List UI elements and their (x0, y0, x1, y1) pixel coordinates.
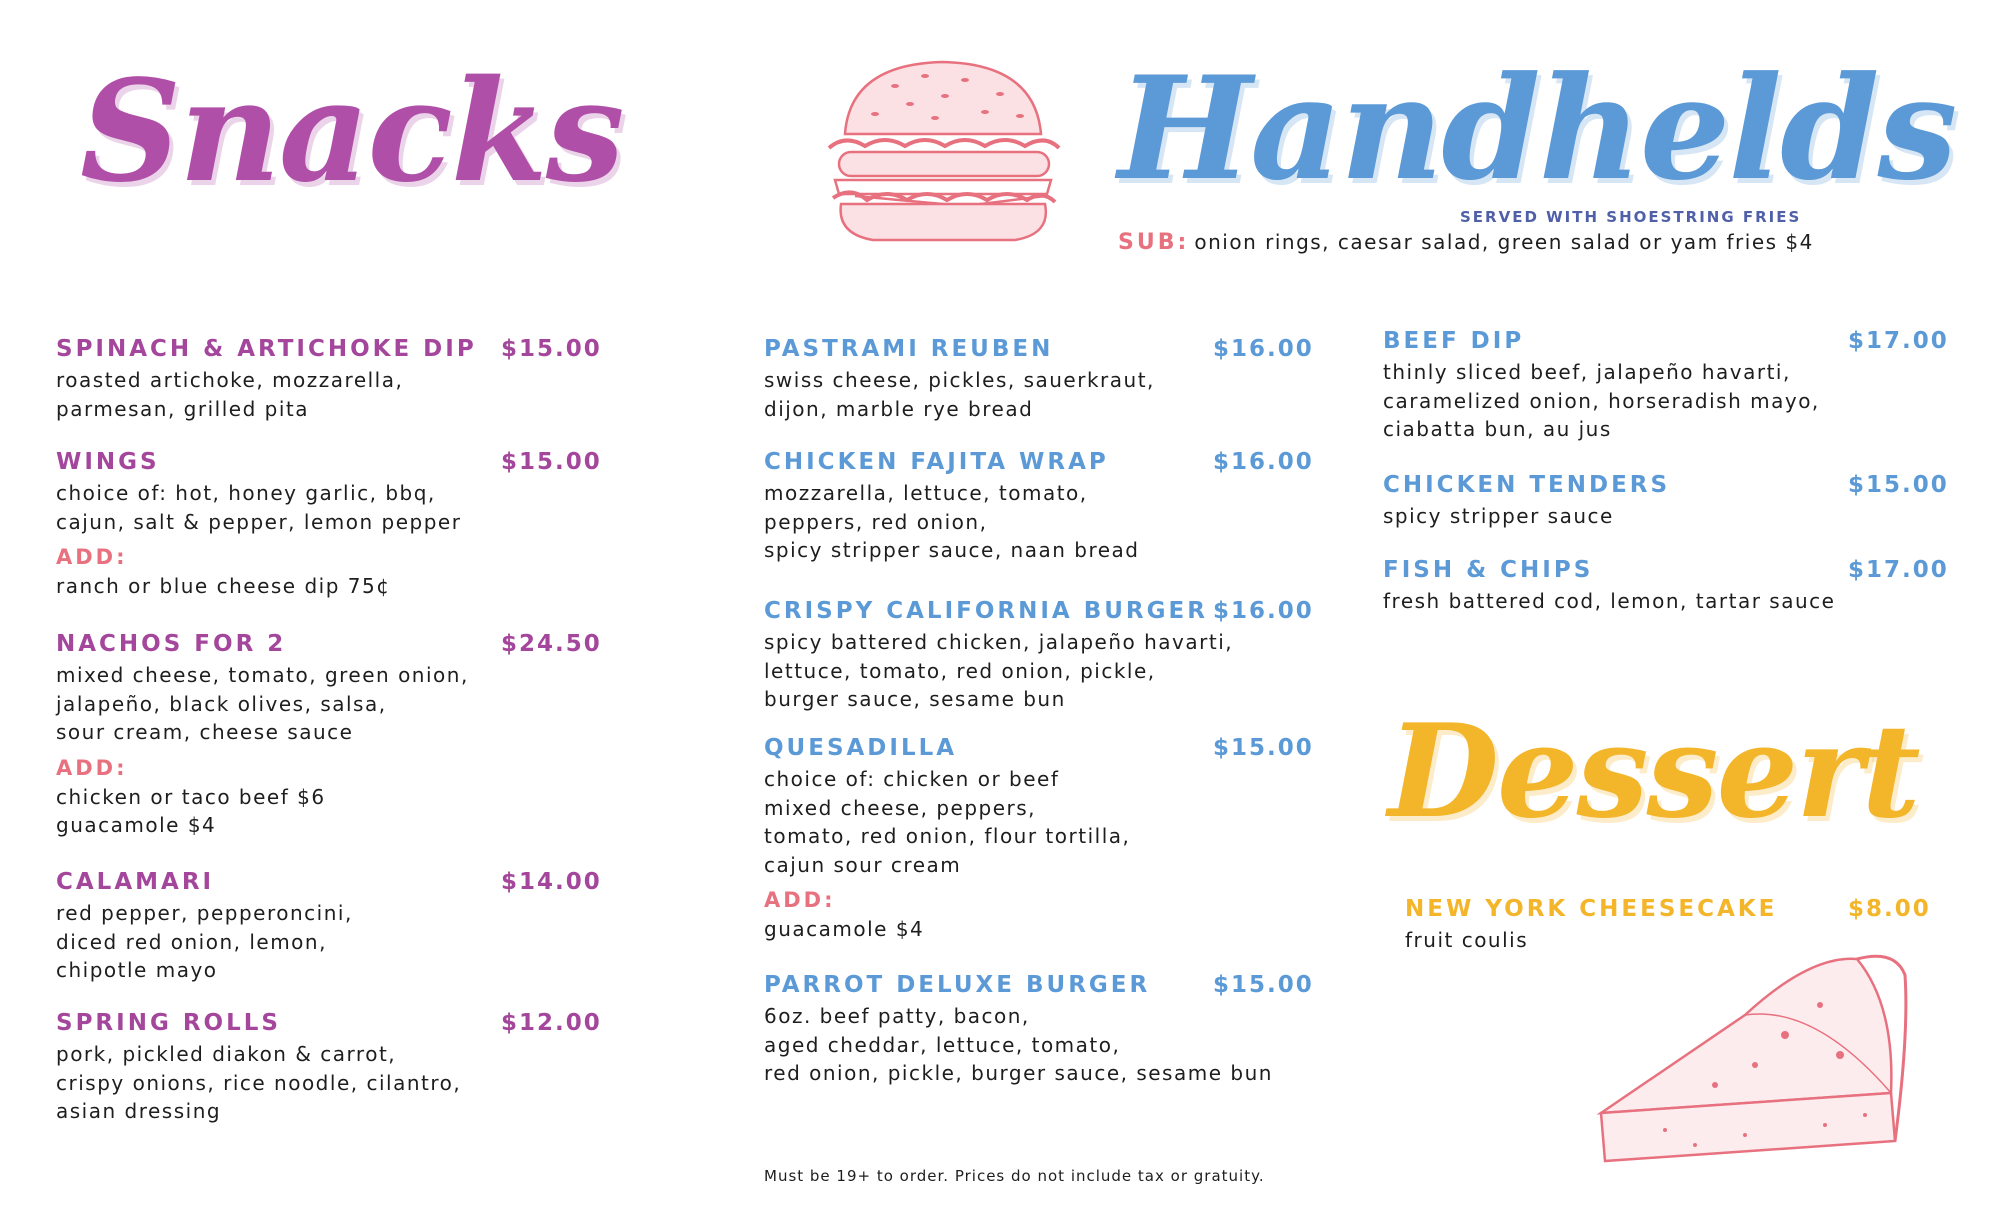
cheesecake-slice-illustration (1595, 945, 1915, 1170)
snacks-title: Snacks (80, 50, 623, 214)
item-price: $14.00 (501, 869, 602, 895)
add-option: ranch or blue cheese dip 75¢ (56, 574, 391, 598)
item-price: $15.00 (1848, 472, 1949, 498)
item-name: NEW YORK CHEESECAKE (1405, 896, 1778, 922)
item-desc-line: spicy stripper sauce, naan bread (764, 538, 1140, 562)
item-desc-line: red pepper, pepperoncini, (56, 901, 353, 925)
menu-item-crispy-california-burger (764, 594, 1324, 714)
item-desc-line: aged cheddar, lettuce, tomato, (764, 1032, 1121, 1057)
item-desc-line: chipotle mayo (56, 958, 218, 982)
item-desc-line: asian dressing (56, 1099, 222, 1123)
item-desc-line: spicy battered chicken, jalapeño havarti, (764, 630, 1234, 654)
menu-item-new-york-cheesecake (1405, 892, 1945, 955)
served-with-note: SERVED WITH SHOESTRING FRIES (1460, 208, 1802, 226)
item-desc-line: red onion, pickle, burger sauce, sesame bun (764, 1061, 1273, 1085)
add-label: ADD: (56, 545, 128, 569)
item-price: $16.00 (1213, 449, 1314, 475)
item-name: PASTRAMI REUBEN (764, 336, 1054, 362)
menu-item-spring-rolls (56, 1006, 616, 1126)
add-label: ADD: (764, 888, 836, 912)
item-name: BEEF DIP (1383, 328, 1525, 354)
item-desc-line: fruit coulis (1405, 928, 1529, 952)
item-desc-line: spicy stripper sauce (1383, 504, 1614, 528)
item-desc-line: burger sauce, sesame bun (764, 687, 1066, 711)
footer-disclaimer: Must be 19+ to order. Prices do not include tax or gratuity. (764, 1167, 1265, 1185)
menu-item-pastrami-reuben (764, 332, 1324, 423)
item-desc-line: caramelized onion, horseradish mayo, (1383, 388, 1820, 413)
menu-item-calamari (56, 865, 616, 985)
item-desc-line: choice of: chicken or beef (764, 767, 1060, 791)
item-price: $8.00 (1848, 896, 1931, 922)
burger-illustration (815, 56, 1070, 246)
item-price: $17.00 (1848, 557, 1949, 583)
item-price: $15.00 (501, 336, 602, 362)
item-desc-line: ciabatta bun, au jus (1383, 417, 1612, 441)
item-desc-line: parmesan, grilled pita (56, 396, 309, 421)
item-price: $24.50 (501, 631, 602, 657)
sub-text: onion rings, caesar salad, green salad or yam fries $4 (1194, 230, 1814, 254)
item-desc-line: roasted artichoke, mozzarella, (56, 368, 404, 392)
add-option: guacamole $4 (56, 813, 217, 837)
item-price: $16.00 (1213, 336, 1314, 362)
menu-item-quesadilla (764, 731, 1324, 944)
item-desc-line: diced red onion, lemon, (56, 929, 327, 954)
menu-item-beef-dip (1383, 324, 1949, 444)
item-desc-line: sour cream, cheese sauce (56, 720, 354, 744)
item-price: $15.00 (501, 449, 602, 475)
menu-item-chicken-tenders (1383, 468, 1949, 531)
item-name: FISH & CHIPS (1383, 557, 1594, 583)
add-option: chicken or taco beef $6 (56, 784, 326, 809)
menu-item-spinach-artichoke-dip (56, 332, 616, 423)
item-desc-line: peppers, red onion, (764, 509, 988, 534)
add-label: ADD: (56, 755, 128, 780)
item-name: SPRING ROLLS (56, 1010, 281, 1036)
item-desc-line: choice of: hot, honey garlic, bbq, (56, 481, 436, 505)
item-name: CHICKEN FAJITA WRAP (764, 449, 1109, 475)
item-name: CRISPY CALIFORNIA BURGER (764, 598, 1208, 624)
item-name: CHICKEN TENDERS (1383, 472, 1671, 498)
item-name: PARROT DELUXE BURGER (764, 972, 1151, 998)
item-name: QUESADILLA (764, 735, 958, 761)
menu-item-nachos-for-2 (56, 627, 616, 840)
item-name: NACHOS FOR 2 (56, 631, 287, 657)
item-name: WINGS (56, 449, 160, 475)
item-name: SPINACH & ARTICHOKE DIP (56, 336, 477, 362)
menu-item-fish-and-chips (1383, 553, 1949, 616)
item-price: $15.00 (1213, 735, 1314, 761)
item-desc-line: mozzarella, lettuce, tomato, (764, 481, 1088, 505)
menu-item-chicken-fajita-wrap (764, 445, 1324, 565)
item-desc-line: cajun, salt & pepper, lemon pepper (56, 509, 462, 534)
item-desc-line: pork, pickled diakon & carrot, (56, 1042, 397, 1066)
item-desc-line: tomato, red onion, flour tortilla, (764, 824, 1131, 848)
item-desc-line: jalapeño, black olives, salsa, (56, 691, 387, 716)
item-desc-line: cajun sour cream (764, 852, 962, 877)
item-name: CALAMARI (56, 869, 215, 895)
add-option: guacamole $4 (764, 917, 925, 941)
item-price: $15.00 (1213, 972, 1314, 998)
item-price: $16.00 (1213, 598, 1314, 624)
item-desc-line: dijon, marble rye bread (764, 396, 1034, 421)
sub-label: SUB: (1118, 230, 1190, 255)
menu-item-parrot-deluxe-burger (764, 968, 1324, 1088)
item-desc-line: swiss cheese, pickles, sauerkraut, (764, 368, 1155, 392)
item-desc-line: lettuce, tomato, red onion, pickle, (764, 658, 1156, 683)
menu-item-wings (56, 445, 616, 601)
item-desc-line: fresh battered cod, lemon, tartar sauce (1383, 589, 1836, 613)
item-desc-line: crispy onions, rice noodle, cilantro, (56, 1070, 462, 1095)
item-desc-line: mixed cheese, peppers, (764, 795, 1037, 820)
item-desc-line: mixed cheese, tomato, green onion, (56, 663, 469, 687)
sub-line (1118, 230, 1814, 255)
item-price: $17.00 (1848, 328, 1949, 354)
handhelds-title: Handhelds (1118, 46, 1956, 212)
item-desc-line: 6oz. beef patty, bacon, (764, 1004, 1030, 1028)
item-price: $12.00 (501, 1010, 602, 1036)
item-desc-line: thinly sliced beef, jalapeño havarti, (1383, 360, 1791, 384)
dessert-title: Dessert (1388, 697, 1919, 847)
